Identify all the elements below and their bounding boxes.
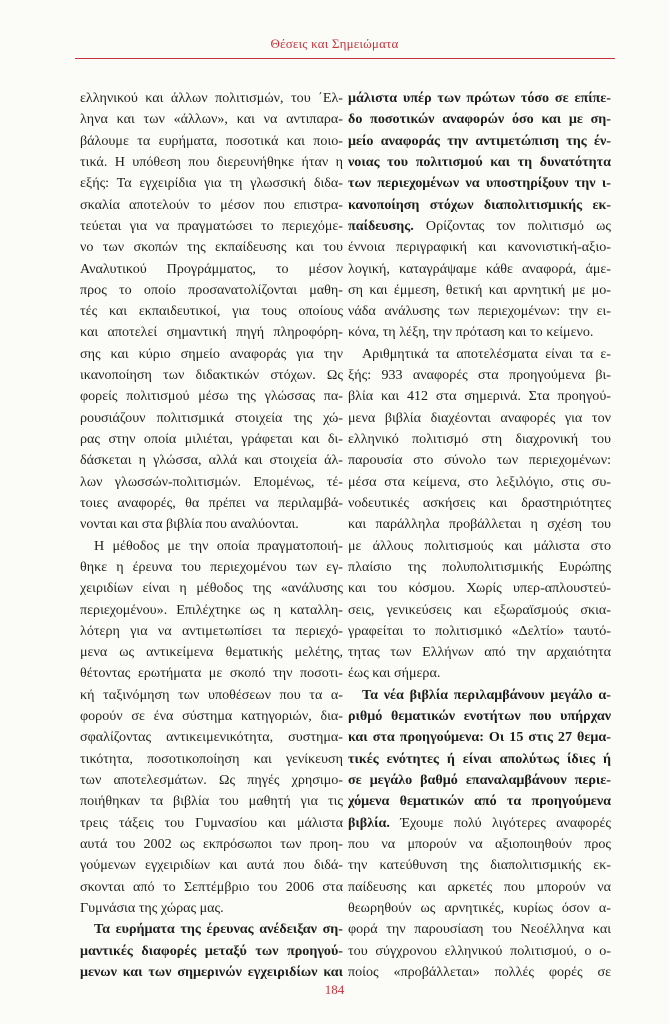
text-line [348,280,611,301]
text-line [348,365,611,386]
text-line: νονται και στα βιβλία που αναλύονται. [80,516,299,533]
text-line: φορείς πολιτισμού μέσω της γλώσσας πα- [80,388,343,405]
text-segment: των περιεχομένων να υποστηρίξουν την ι- [348,175,611,192]
text-segment: δο ποσοτικών αναφορών όσο και με ση- [348,111,611,128]
running-header: Θέσεις και Σημειώματα [270,36,399,51]
text-line: σης και κύριο σημείο αναφοράς για την [80,345,343,362]
text-segment: και παράλληλα προβάλλεται η σχέση του [348,516,611,533]
text-line [348,578,611,599]
text-line [348,685,611,706]
text-line: Αναλυτικού Προγράμματος, το μέσον [80,260,343,277]
text-segment: τητας των Ελλήνων από την αρχαιότητα [348,644,611,661]
text-segment: ξής: 933 αναφορές στα προηγούμενα βι- [348,367,611,384]
text-segment: μείο αναφοράς την αντιμετώπιση της έν- [348,132,611,149]
text-line: και αποτελεί σημαντική πηγή πληροφόρη- [80,324,343,341]
text-line: τεύεται για να πραγματώσει το περιεχόμε- [80,217,343,234]
text-line [348,813,611,834]
text-line [348,898,611,919]
text-line [348,173,611,194]
text-segment: και στα προηγούμενα: Οι 15 στις 27 θεμα- [348,729,611,746]
text-line [348,344,611,365]
text-line: ρουσιάζουν πολιτισμικά στοιχεία της χώ- [80,409,343,426]
text-line: νο των σκοπών της εκπαίδευσης και του [80,239,343,256]
text-segment: φορά την παρουσίαση του Νεοέλληνα και [348,921,611,938]
text-line: σφαλίζοντας αντικειμενικότητα, συστημα- [80,729,343,746]
text-line: θηκε η έρευνα του περιεχομένου των εγ- [80,558,343,575]
header-rule [75,58,615,59]
text-line [348,472,611,493]
text-segment: και του κόσμου. Χωρίς υπερ-απλουστεύ- [348,580,611,597]
text-line [348,941,611,962]
text-segment: ριθμό θεματικών ενοτήτων που υπήρχαν [348,708,611,725]
text-line [348,301,611,322]
text-line [348,386,611,407]
left-column [80,88,343,983]
text-segment: παρουσία στο σύνολο των περιεχομένων: [348,452,611,469]
text-line: δάσκεται η γλώσσα, αλλά και στοιχεία άλ- [80,452,343,469]
text-line: περιεχομένου». Επιλέχτηκε ως η καταλλη- [80,601,343,618]
text-line: προς το οποίο προσανατολίζονται μαθη- [80,281,343,298]
text-line [348,855,611,876]
text-line [348,259,611,280]
text-segment: σε μεγάλο βαθμό επαναλαμβάνουν περιε- [348,772,611,788]
text-segment: κανοποίηση στόχων διαπολιτισμικής εκ- [348,196,611,213]
text-line: ρας στην οποία μιλιέται, γράφεται και δι- [80,431,343,447]
text-line: ικανοποίηση των διδακτικών στόχων. Ως [80,367,343,384]
text-line [348,877,611,898]
text-line [348,706,611,727]
text-segment: την κατεύθυνση της διαπολιτισμικής εκ- [348,857,611,874]
text-segment: κόνα, τη λέξη, την πρόταση και το κείμενο. [348,324,594,341]
text-segment: γραφείται το πολιτισμικό «Δελτίο» ταυτό- [348,622,611,639]
text-line [348,642,611,663]
text-segment: παίδευσης. [348,217,414,234]
text-line: θέτοντας ερωτήματα με σκοπό την ποσοτι- [80,665,343,682]
text-segment: νοιας του πολιτισμού και τη δυνατότητα [348,153,611,170]
text-line [348,322,611,343]
text-segment: βιβλία. [348,814,390,831]
text-line: κή ταξινόμηση των υποθέσεων που τα α- [80,686,343,703]
text-line: Τα ευρήματα της έρευνας ανέδειξαν ση- [94,921,343,938]
text-line [348,600,611,621]
text-line [348,152,611,173]
text-line: λων γλωσσών-πολιτισμών. Επομένως, τέ- [80,473,343,490]
text-line [348,919,611,940]
text-segment: με άλλους πολιτισμούς και μάλιστα στο [348,537,611,554]
text-line [348,216,611,237]
text-line [348,791,611,812]
page-number: 184 [324,982,345,997]
text-line [348,109,611,130]
text-line: μενων και των σημερινών εγχειριδίων και [80,963,343,980]
right-column [348,88,611,983]
text-line [348,88,611,109]
text-line [348,536,611,557]
text-line [348,621,611,642]
text-line: τικότητα, ποσοτικοποίηση και γενίκευση [80,750,343,767]
text-line: τές και εκπαιδευτικοί, για τους οποίους [80,303,343,320]
text-segment: τικές ενότητες ή είναι απολύτως ίδιες ή [348,750,611,767]
text-line [348,514,611,535]
text-segment: μενα βιβλία διαχέονται αναφορές για τον [348,409,611,426]
text-line [348,429,611,450]
text-line: ληνα και των «άλλων», και να αντιπαρα- [80,111,343,128]
text-segment: βλία και 412 στα σημερινά. Στα προηγού- [348,388,611,405]
text-segment: παίδευσης και αρκετές που μπορούν να [348,878,611,895]
text-line: γούμενων εγχειριδίων και αυτά που διδά- [80,857,343,874]
text-segment: του σύγχρονου ελληνικού πολιτισμού, ο ο- [348,942,611,959]
text-line [348,493,611,514]
text-line: Η μέθοδος με την οποία πραγματοποιή- [94,537,343,554]
text-line [348,557,611,578]
text-segment: έως και σήμερα. [348,665,441,682]
text-line [348,727,611,748]
text-line: αυτά του 2002 ως εκπρόσωποι των προη- [80,835,343,852]
text-segment: μέσα στα κείμενα, στο λεξιλόγιο, στις συ- [348,473,611,490]
text-segment: ελληνικό πολιτισμό στη διαχρονική του [348,431,611,447]
text-line: εξής: Τα εγχειρίδια για τη γλωσσική διδα- [80,175,343,192]
text-line [348,834,611,855]
text-line: των αποτελεσμάτων. Ως πηγές χρησιμο- [80,772,343,788]
text-line: μαντικές διαφορές μεταξύ των προηγού- [80,942,343,959]
text-line [348,237,611,258]
text-segment: Αριθμητικά τα αποτελέσματα είναι τα ε- [362,345,611,362]
text-segment: πλαίσιο της πολυπολιτισμικής Ευρώπης [348,558,611,575]
text-line: χειριδίων είναι η μέθοδος της «ανάλυσης [80,580,343,597]
text-line: μενα ως αντικείμενα θεματικής μελέτης, [80,644,343,661]
text-segment: θεωρηθούν ως αρνητικές, κυρίως όσον α- [348,899,611,916]
text-segment: χόμενα θεματικών από τα προηγούμενα [348,793,611,810]
text-line [348,195,611,216]
text-line: τρεις τάξεις του Γυμνασίου και μάλιστα [80,814,343,831]
text-line: τικά. Η υπόθεση που διερευνήθηκε ήταν η [80,153,343,170]
text-line: σκαλία αποτελούν το μέσον που επιστρα- [80,196,343,213]
text-segment: μάλιστα υπέρ των πρώτων τόσο σε επίπε- [348,90,611,106]
text-segment: ση και έμμεση, θετική και αρνητική με μο- [348,281,611,298]
text-line: φορούν σε ένα σύστημα κατηγοριών, δια- [80,708,343,725]
text-segment: Ορίζοντας τον πολιτισμό ως [413,217,611,234]
text-segment: νοδευτικές ασκήσεις και δραστηριότητες [348,494,611,511]
text-line [348,450,611,471]
text-segment: Έχουμε πολύ λιγότερες αναφορές [389,814,611,831]
text-line: ελληνικού και άλλων πολιτισμών, του ΄Ελ- [80,90,343,106]
text-segment: ποίος «προβάλλεται» πολλές φορές σε [348,963,611,980]
text-line [348,962,611,983]
text-line: βάλουμε τα ευρήματα, ποσοτικά και ποιο- [80,132,343,149]
text-line [348,749,611,770]
text-line [348,408,611,429]
text-line [348,131,611,152]
text-segment: που να μπορούν να αξιοποιηθούν προς [348,835,611,852]
text-line [348,770,611,791]
text-line: λότερη για να αντιμετωπίσει τα περιεχό- [80,622,343,639]
text-line [348,663,611,684]
text-segment: λογική, καταγράψαμε κάθε αναφορά, άμε- [348,260,611,277]
text-segment: σεις, γενικεύσεις και εξωραϊσμούς σκια- [348,601,611,618]
text-segment: έννοια περιγραφική και κανονιστική-αξιο- [348,239,611,256]
text-line: σκονται από το Σεπτέμβριο του 2006 στα [80,878,343,895]
text-segment: νάδα ανάλυσης των περιεχομένων: την ει- [348,303,611,320]
text-line: Γυμνάσια της χώρας μας. [80,899,224,916]
text-line: τοιες αναφορές, θα πρέπει να περιλαμβά- [80,494,343,511]
text-segment: Τα νέα βιβλία περιλαμβάνουν μεγάλο α- [362,686,611,703]
text-line: ποιήθηκαν τα βιβλία του μαθητή για τις [80,793,343,810]
